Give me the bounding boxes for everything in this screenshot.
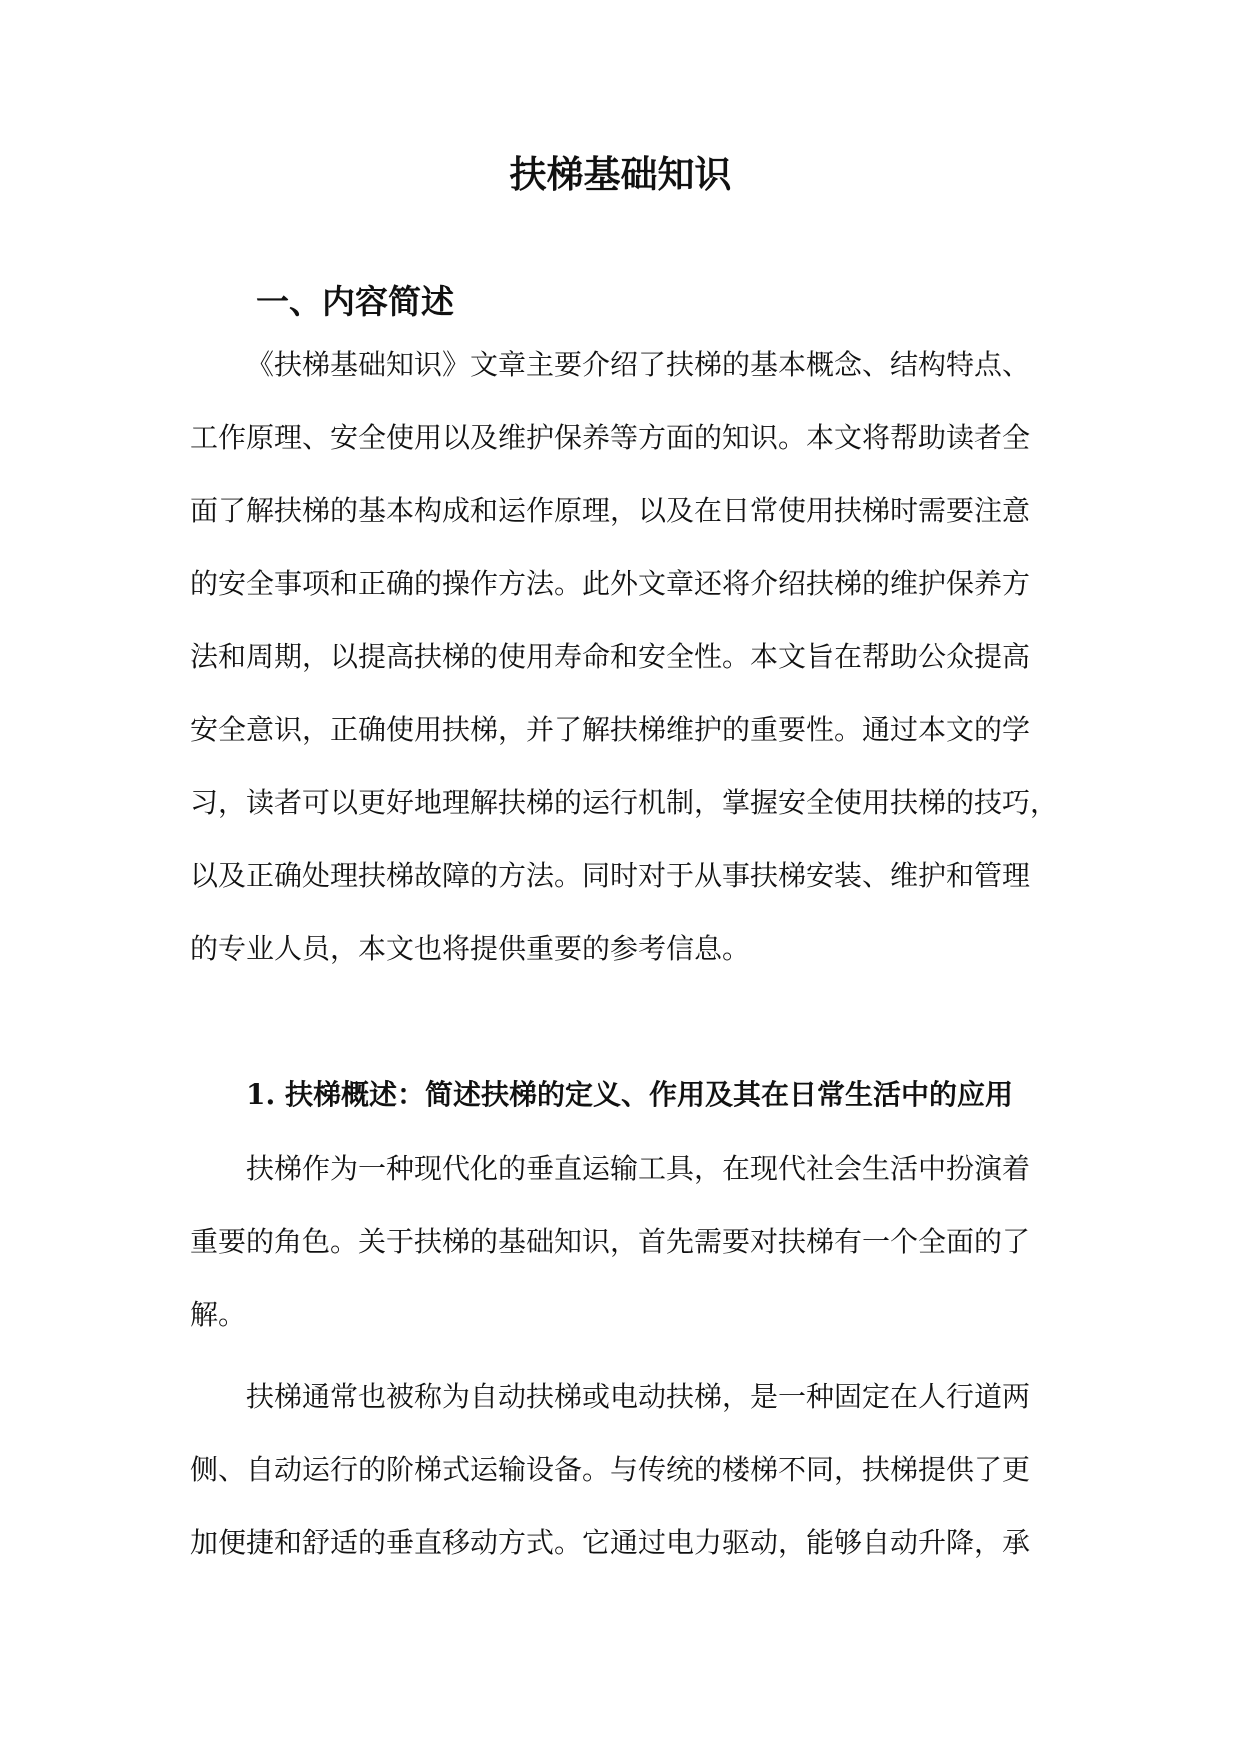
subsection-heading-escalator-overview: 1. 扶梯概述：简述扶梯的定义、作用及其在日常生活中的应用: [246, 1078, 1013, 1111]
paragraph-line: 《扶梯基础知识》文章主要介绍了扶梯的基本概念、结构特点、: [246, 348, 1031, 381]
paragraph-line: 以及正确处理扶梯故障的方法。同时对于从事扶梯安装、维护和管理: [190, 859, 1031, 892]
paragraph-line: 的专业人员，本文也将提供重要的参考信息。: [190, 932, 751, 965]
paragraph-line: 解。: [190, 1298, 247, 1331]
paragraph-line: 工作原理、安全使用以及维护保养等方面的知识。本文将帮助读者全: [190, 421, 1031, 454]
paragraph-line: 安全意识，正确使用扶梯，并了解扶梯维护的重要性。通过本文的学: [190, 713, 1031, 746]
paragraph-line: 面了解扶梯的基本构成和运作原理，以及在日常使用扶梯时需要注意: [190, 494, 1031, 527]
paragraph-line: 重要的角色。关于扶梯的基础知识，首先需要对扶梯有一个全面的了: [190, 1225, 1031, 1258]
paragraph-line: 扶梯作为一种现代化的垂直运输工具，在现代社会生活中扮演着: [246, 1152, 1031, 1185]
paragraph-line: 习，读者可以更好地理解扶梯的运行机制，掌握安全使用扶梯的技巧，: [190, 786, 1059, 819]
paragraph-line: 侧、自动运行的阶梯式运输设备。与传统的楼梯不同，扶梯提供了更: [190, 1453, 1031, 1486]
paragraph-line: 法和周期，以提高扶梯的使用寿命和安全性。本文旨在帮助公众提高: [190, 640, 1031, 673]
document-title: 扶梯基础知识: [509, 152, 732, 196]
paragraph-line: 扶梯通常也被称为自动扶梯或电动扶梯，是一种固定在人行道两: [246, 1380, 1031, 1413]
paragraph-line: 的安全事项和正确的操作方法。此外文章还将介绍扶梯的维护保养方: [190, 567, 1031, 600]
paragraph-line: 加便捷和舒适的垂直移动方式。它通过电力驱动，能够自动升降，承: [190, 1526, 1031, 1559]
section-heading-overview: 一、内容简述: [256, 282, 454, 321]
